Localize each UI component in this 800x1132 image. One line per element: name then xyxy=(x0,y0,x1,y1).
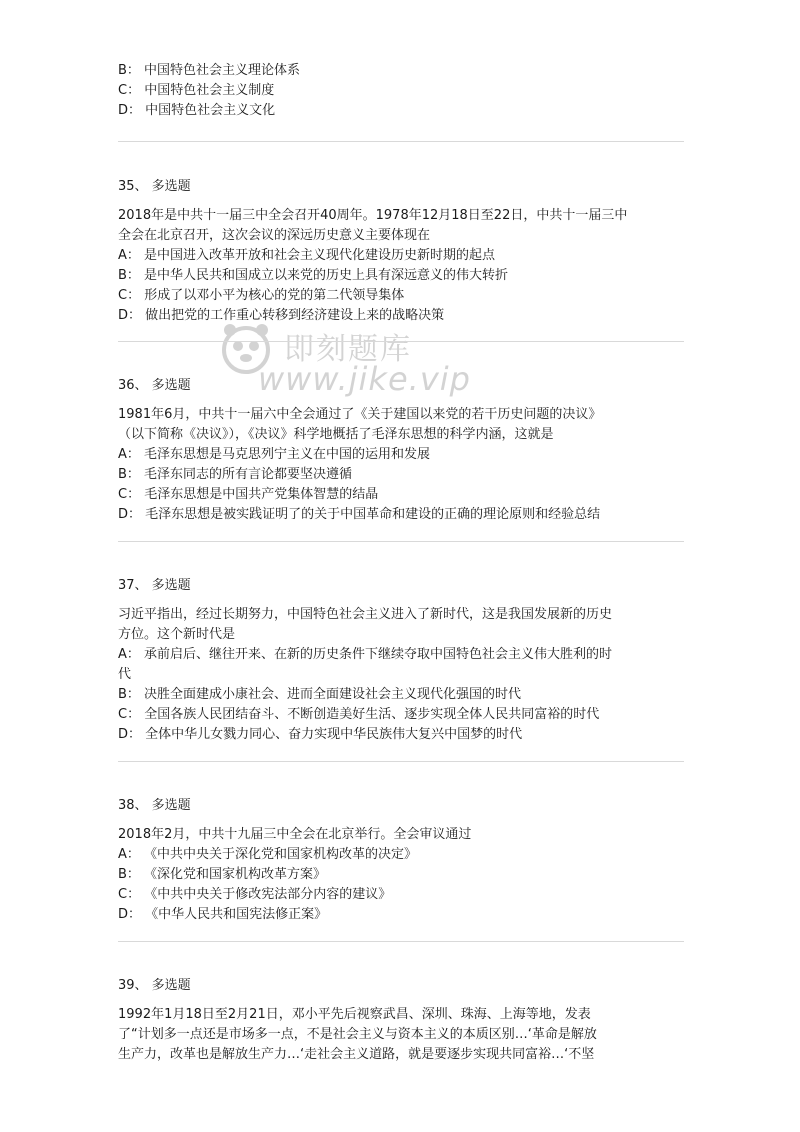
option-b: B： 《深化党和国家机构改革方案》 xyxy=(118,867,327,882)
option-b: B： 是中华人民共和国成立以来党的历史上具有深远意义的伟大转折 xyxy=(118,268,509,283)
question-stem-line: 1981年6月，中共十一届六中全会通过了《关于建国以来党的若干历史问题的决议》 xyxy=(118,407,602,422)
separator xyxy=(118,141,684,142)
separator xyxy=(118,761,684,762)
option-d: D： 全体中华儿女戮力同心、奋力实现中华民族伟大复兴中国梦的时代 xyxy=(118,727,523,742)
separator xyxy=(118,941,684,942)
option-a: A： 《中共中央关于深化党和国家机构改革的决定》 xyxy=(118,847,418,862)
option-b: B： 中国特色社会主义理论体系 xyxy=(118,63,301,78)
option-b: B： 决胜全面建成小康社会、进而全面建设社会主义现代化强国的时代 xyxy=(118,687,522,702)
option-d: D： 中国特色社会主义文化 xyxy=(118,103,276,118)
question-37 xyxy=(118,576,612,745)
option-c: C： 毛泽东思想是中国共产党集体智慧的结晶 xyxy=(118,487,379,502)
watermark-url-text: www.jike.vip xyxy=(258,360,471,398)
separator xyxy=(118,341,684,342)
option-c: C： 全国各族人民团结奋斗、不断创造美好生活、逐步实现全体人民共同富裕的时代 xyxy=(118,707,600,722)
option-c: C： 中国特色社会主义制度 xyxy=(118,83,275,98)
option-a: A： 毛泽东思想是马克思列宁主义在中国的运用和发展 xyxy=(118,447,431,462)
question-number: 36、 多选题 xyxy=(118,378,191,393)
question-number: 38、 多选题 xyxy=(118,798,191,813)
question-stem-line: 1992年1月18日至2月21日，邓小平先后视察武昌、深圳、珠海、上海等地，发表 xyxy=(118,1007,591,1022)
question-36 xyxy=(118,376,601,525)
question-stem-line: 了“计划多一点还是市场多一点，不是社会主义与资本主义的本质区别…‘革命是解放 xyxy=(118,1027,597,1042)
question-stem-line: 2018年是中共十一届三中全会召开40周年。1978年12月18日至22日，中共十一届三中 xyxy=(118,208,628,223)
option-a: A： 承前启后、继往开来、在新的历史条件下继续夺取中国特色社会主义伟大胜利的时 xyxy=(118,647,613,662)
panda-logo-icon xyxy=(218,320,274,376)
question-stem-line: 方位。这个新时代是 xyxy=(118,627,236,642)
option-d: D： 《中华人民共和国宪法修正案》 xyxy=(118,907,328,922)
option-a: A： 是中国进入改革开放和社会主义现代化建设历史新时期的起点 xyxy=(118,248,496,263)
question-number: 37、 多选题 xyxy=(118,578,191,593)
option-a-continued: 代 xyxy=(118,667,132,682)
question-35 xyxy=(118,177,627,326)
option-c: C： 《中共中央关于修改宪法部分内容的建议》 xyxy=(118,887,392,902)
question-stem-line: 2018年2月，中共十九届三中全会在北京举行。全会审议通过 xyxy=(118,827,472,842)
question-stem-line: 全会在北京召开，这次会议的深远历史意义主要体现在 xyxy=(118,228,431,243)
question-stem-line: （以下简称《决议》），《决议》科学地概括了毛泽东思想的科学内涵，这就是 xyxy=(118,427,554,442)
option-c: C： 形成了以邓小平为核心的党的第二代领导集体 xyxy=(118,288,405,303)
separator xyxy=(118,541,684,542)
question-number: 39、 多选题 xyxy=(118,978,191,993)
option-d: D： 毛泽东思想是被实践证明了的关于中国革命和建设的正确的理论原则和经验总结 xyxy=(118,507,601,522)
question-stem-line: 习近平指出，经过长期努力，中国特色社会主义进入了新时代，这是我国发展新的历史 xyxy=(118,607,613,622)
watermark-cn-text: 即刻题库 xyxy=(284,332,412,367)
question-39 xyxy=(118,976,597,1065)
question-38 xyxy=(118,796,471,925)
option-d: D： 做出把党的工作重心转移到经济建设上来的战略决策 xyxy=(118,308,445,323)
question-number: 35、 多选题 xyxy=(118,179,191,194)
question-34-options xyxy=(118,61,300,121)
option-b: B： 毛泽东同志的所有言论都要坚决遵循 xyxy=(118,467,353,482)
question-stem-line: 生产力，改革也是解放生产力…‘走社会主义道路，就是要逐步实现共同富裕…‘不坚 xyxy=(118,1047,595,1062)
